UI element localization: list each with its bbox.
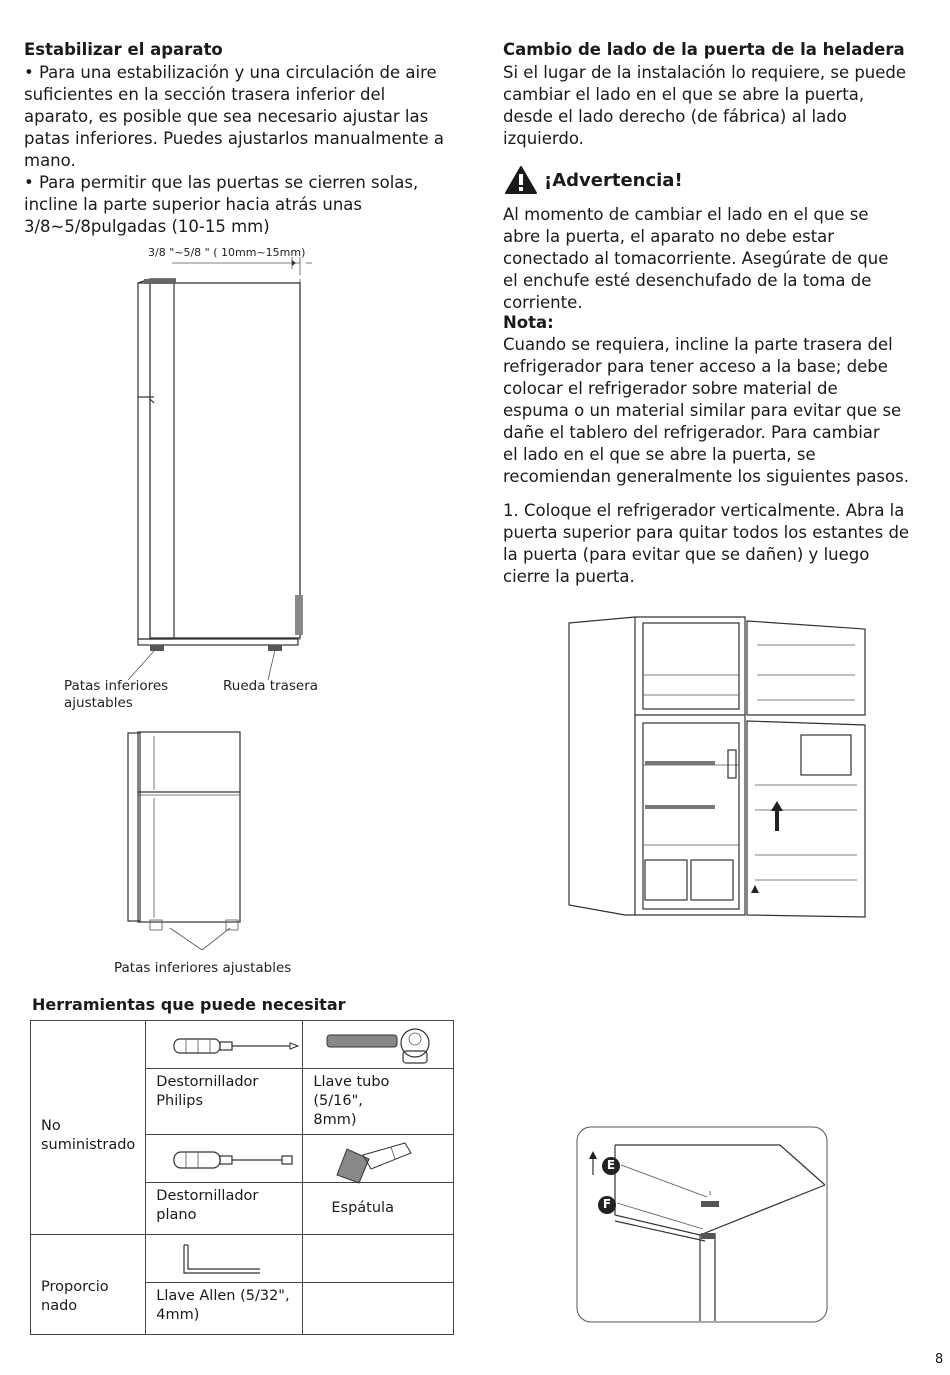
page-number: 8	[935, 1352, 944, 1367]
text-line: • Para permitir que las puertas se cierren solas,	[24, 173, 419, 192]
text-line: Philips	[156, 1093, 204, 1109]
socket-wrench-label	[303, 1069, 454, 1135]
flat-screwdriver-label	[146, 1183, 303, 1235]
flat-screwdriver-image-cell	[146, 1135, 303, 1183]
text-line: corriente.	[503, 293, 583, 312]
warning-icon	[505, 166, 537, 194]
text-line: • Para una estabilización y una circulación de aire	[24, 63, 437, 82]
text-line: conectado al tomacorriente. Asegúrate de que	[503, 249, 889, 268]
adjustable-feet-label	[64, 678, 168, 712]
text-line: 4mm)	[156, 1307, 200, 1323]
allen-key-label	[146, 1283, 303, 1335]
door-paragraph	[503, 62, 943, 150]
text-line: colocar el refrigerador sobre material de	[503, 379, 838, 398]
callout-e: E	[606, 1158, 616, 1172]
text-line: Llave tubo (5/16",	[313, 1074, 390, 1109]
section-heading-stabilize: Estabilizar el aparato	[24, 40, 223, 59]
text-line: No	[41, 1117, 61, 1134]
text-line: refrigerador para tener acceso a la base; debe	[503, 357, 888, 376]
step1-paragraph	[503, 500, 943, 588]
fridge-side-view-illustration	[120, 255, 320, 675]
text-line: Si el lugar de la instalación lo requiere, se puede	[503, 63, 907, 82]
callout-f: F	[602, 1197, 612, 1211]
text-line: cambiar el lado en el que se abre la puerta,	[503, 85, 865, 104]
text-line: nado	[41, 1297, 78, 1314]
allen-key-icon	[180, 1243, 270, 1279]
text-line: suficientes en la sección trasera inferior del	[24, 85, 386, 104]
note-heading: Nota:	[503, 313, 554, 332]
text-line: la puerta (para evitar que se dañen) y luego	[503, 545, 870, 564]
text-line: Llave Allen (5/32",	[156, 1288, 290, 1304]
text-line: desde el lado derecho (de fábrica) al lado	[503, 107, 847, 126]
stabilize-paragraph	[24, 62, 484, 238]
text-line: puerta superior para quitar todos los estantes de	[503, 523, 910, 542]
fridge-front-view-illustration	[120, 728, 260, 958]
text-line: plano	[156, 1207, 197, 1223]
text-line: incline la parte superior hacia atrás unas	[24, 195, 363, 214]
text-line: 1. Coloque el refrigerador verticalmente. Abra la	[503, 501, 905, 520]
text-line: mano.	[24, 151, 76, 170]
text-line: el lado en el que se abre la puerta, se	[503, 445, 816, 464]
warning-paragraph	[503, 204, 943, 314]
door-hinge-detail-illustration	[575, 1125, 830, 1325]
spatula-label	[303, 1183, 454, 1235]
text-line: ajustables	[64, 695, 133, 711]
tilt-dimension-label: 3/8 "~5/8 " ( 10mm~15mm)	[148, 246, 306, 259]
text-line: Al momento de cambiar el lado en el que se	[503, 205, 869, 224]
note-paragraph	[503, 334, 943, 488]
open-fridge-illustration	[565, 615, 875, 925]
text-line: Destornillador	[156, 1188, 259, 1204]
tools-heading: Herramientas que puede necesitar	[32, 995, 346, 1014]
socket-wrench-image-cell	[303, 1021, 454, 1069]
phillips-screwdriver-icon	[172, 1035, 302, 1057]
empty-cell	[303, 1235, 454, 1283]
text-line: el enchufe esté desenchufado de la toma de	[503, 271, 872, 290]
not-supplied-cell	[31, 1021, 146, 1235]
text-line: aparato, es posible que sea necesario ajustar las	[24, 107, 429, 126]
rear-wheel-label: Rueda trasera	[223, 678, 319, 694]
text-line: suministrado	[41, 1136, 136, 1153]
phillips-screwdriver-label	[146, 1069, 303, 1135]
text-line: izquierdo.	[503, 129, 584, 148]
text-line: cierre la puerta.	[503, 567, 635, 586]
text-line: Patas inferiores	[64, 678, 169, 694]
text-line: Destornillador	[156, 1074, 259, 1090]
text-line: Proporcio	[41, 1278, 109, 1295]
text-line: abre la puerta, el aparato no debe estar	[503, 227, 835, 246]
spatula-icon	[333, 1139, 423, 1183]
text-line: Espátula	[331, 1200, 394, 1216]
text-line: recomiendan generalmente los siguientes pasos.	[503, 467, 909, 486]
supplied-cell	[31, 1235, 146, 1335]
section-heading-door: Cambio de lado de la puerta de la heladera	[503, 40, 905, 59]
text-line: dañe el tablero del refrigerador. Para cambiar	[503, 423, 880, 442]
text-line: espuma o un material similar para evitar que se	[503, 401, 902, 420]
allen-key-image-cell	[146, 1235, 303, 1283]
adjustable-feet-label-front: Patas inferiores ajustables	[114, 960, 292, 976]
text-line: 8mm)	[313, 1112, 357, 1128]
empty-cell	[303, 1283, 454, 1335]
text-line: patas inferiores. Puedes ajustarlos manualmente a	[24, 129, 444, 148]
text-line: Cuando se requiera, incline la parte trasera del	[503, 335, 893, 354]
flat-screwdriver-icon	[172, 1149, 302, 1171]
tools-table	[30, 1020, 454, 1335]
spatula-image-cell	[303, 1135, 454, 1183]
warning-heading: ¡Advertencia!	[544, 170, 683, 191]
socket-wrench-icon	[323, 1025, 443, 1069]
phillips-screwdriver-image-cell	[146, 1021, 303, 1069]
text-line: 3/8~5/8pulgadas (10-15 mm)	[24, 217, 270, 236]
